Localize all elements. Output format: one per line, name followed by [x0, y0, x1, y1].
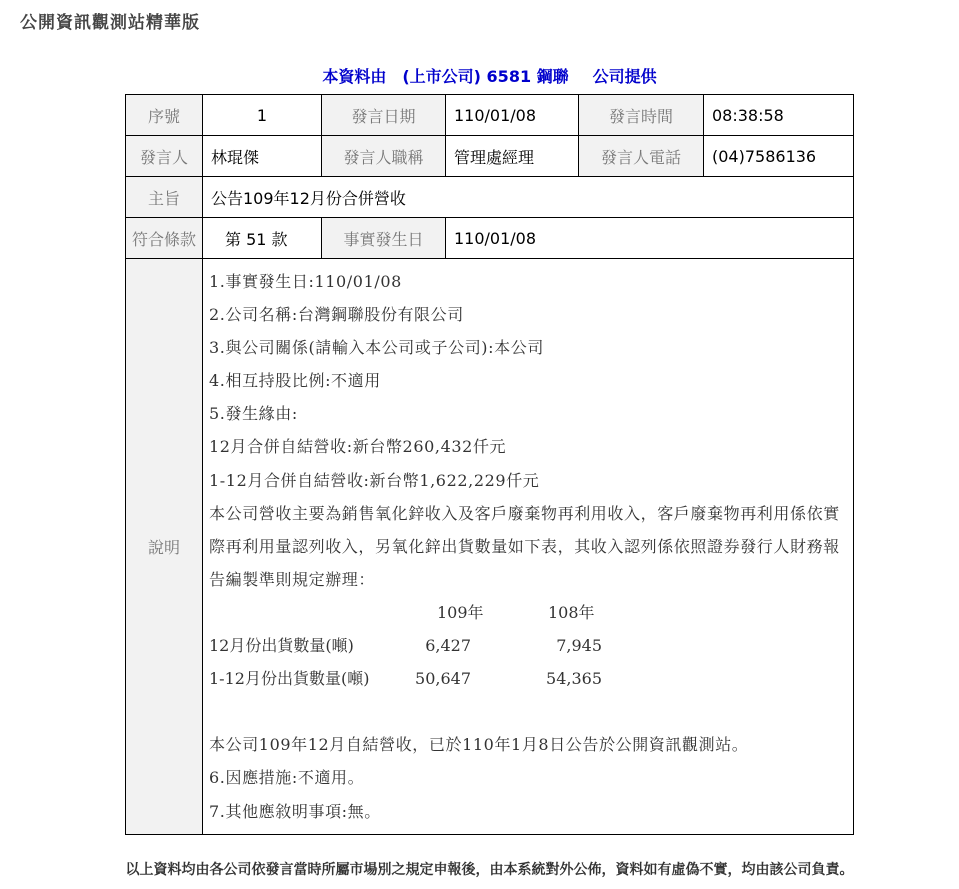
provider-line — [0, 64, 959, 87]
subject-value: 公告109年12月份合併營收 — [203, 177, 854, 218]
desc-line: 7.其他應敘明事項:無。 — [209, 801, 381, 821]
desc-line: 4.相互持股比例:不適用 — [209, 371, 381, 391]
event-date-label: 事實發生日 — [322, 218, 446, 259]
row-description — [126, 259, 854, 835]
shipment-value-108: 54,365 — [546, 669, 602, 689]
row-seq-date-time — [126, 95, 854, 136]
seq-label: 序號 — [126, 95, 203, 136]
time-label: 發言時間 — [579, 95, 704, 136]
shipment-value-109: 6,427 — [425, 636, 471, 656]
disclaimer-footer: 以上資料均由各公司依發言當時所屬市場別之規定申報後，由本系統對外公佈，資料如有虛偽不實，均由該公司負責。 — [125, 862, 854, 878]
shipment-row-label: 12月份出貨數量(噸) — [209, 636, 354, 656]
row-clause — [126, 218, 854, 259]
speaker-title-value: 管理處經理 — [446, 136, 579, 177]
provider-code: 6581 — [486, 67, 532, 86]
description-body — [203, 259, 854, 835]
shipment-value-108: 7,945 — [556, 636, 602, 656]
speaker-phone-value: (04)7586136 — [704, 136, 854, 177]
shipment-header-row — [209, 596, 849, 629]
shipment-value-109: 50,647 — [415, 669, 471, 689]
subject-label: 主旨 — [126, 177, 203, 218]
desc-spacer — [209, 695, 849, 728]
provider-suffix: 公司提供 — [592, 67, 657, 86]
speaker-phone-label: 發言人電話 — [579, 136, 704, 177]
clause-label: 符合條款 — [126, 218, 203, 259]
seq-value: 1 — [203, 95, 322, 136]
speaker-label: 發言人 — [126, 136, 203, 177]
desc-line: 本公司109年12月自結營收，已於110年1月8日公告於公開資訊觀測站。 — [209, 735, 749, 755]
date-label: 發言日期 — [322, 95, 446, 136]
row-speaker — [126, 136, 854, 177]
provider-market: (上市公司) — [402, 67, 481, 86]
shipment-header-108: 108年 — [548, 602, 595, 622]
time-value: 08:38:58 — [704, 95, 854, 136]
description-label: 說明 — [126, 259, 203, 835]
shipment-row-ytd — [209, 662, 849, 695]
speaker-title-label: 發言人職稱 — [322, 136, 446, 177]
desc-line: 2.公司名稱:台灣鋼聯股份有限公司 — [209, 305, 464, 325]
event-date-value: 110/01/08 — [446, 218, 854, 259]
shipment-header-109: 109年 — [437, 602, 484, 622]
site-title: 公開資訊觀測站精華版 — [20, 13, 200, 33]
row-subject — [126, 177, 854, 218]
clause-value: 第 51 款 — [203, 218, 322, 259]
desc-line: 1-12月合併自結營收:新台幣1,622,229仟元 — [209, 470, 540, 490]
announcement-table — [125, 94, 854, 835]
date-value: 110/01/08 — [446, 95, 579, 136]
provider-prefix: 本資料由 — [322, 67, 387, 86]
desc-line: 3.與公司關係(請輸入本公司或子公司):本公司 — [209, 338, 544, 358]
desc-line: 6.因應措施:不適用。 — [209, 768, 365, 788]
desc-line: 12月合併自結營收:新台幣260,432仟元 — [209, 437, 507, 457]
desc-paragraph: 本公司營收主要為銷售氧化鋅收入及客戶廢棄物再利用收入，客戶廢棄物再利用係依實際再利用量認列收入，另氧化鋅出貨數量如下表，其收入認列係依照證券發行人財務報告編製準則規定辦理： — [209, 503, 840, 589]
provider-name: 鋼聯 — [536, 67, 569, 86]
desc-line: 5.發生緣由: — [209, 404, 298, 424]
desc-line: 1.事實發生日:110/01/08 — [209, 272, 402, 291]
speaker-value: 林琨傑 — [203, 136, 322, 177]
shipment-row-label: 1-12月份出貨數量(噸) — [209, 669, 370, 689]
shipment-row-dec — [209, 629, 849, 662]
